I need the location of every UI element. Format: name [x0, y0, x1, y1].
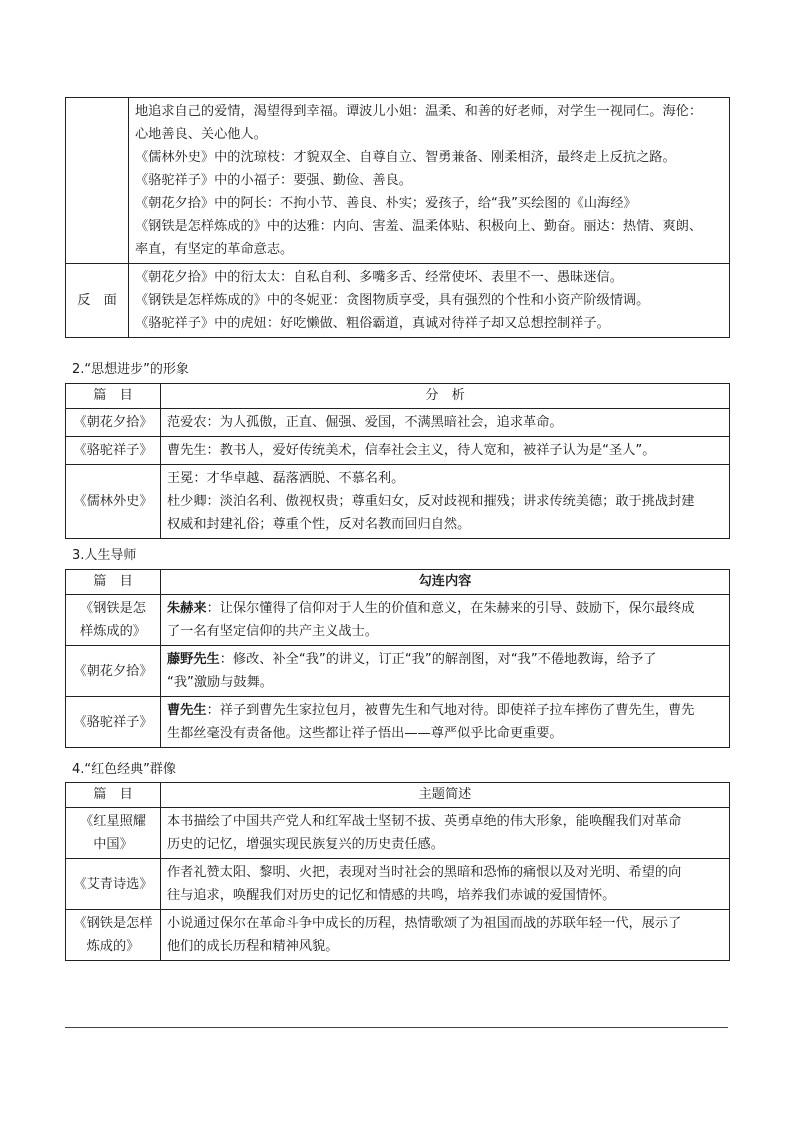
book-title-line: 《骆驼祥子》 — [73, 714, 153, 730]
table-row — [66, 859, 730, 910]
table-row — [66, 910, 730, 961]
book-title-line: 中国》 — [93, 837, 133, 852]
column-header: 篇 目 — [66, 783, 161, 808]
table-header-row — [66, 783, 730, 808]
text-line: 《骆驼祥子》中的小福子：要强、勤俭、善良。 — [135, 173, 412, 188]
text-line: 生都丝毫没有责备他。这些都让祥子悟出——尊严似乎比命更重要。 — [167, 726, 563, 741]
table-header-row — [66, 570, 730, 595]
column-header: 篇 目 — [66, 570, 161, 595]
text-line — [167, 597, 723, 620]
table-row — [66, 465, 730, 539]
row-head — [66, 98, 129, 264]
book-title-line: 《红星照耀 — [80, 814, 146, 829]
section-heading-3: 3.人生导师 — [72, 548, 137, 563]
text-line: 杜少卿：淡泊名利、傲视权贵；尊重妇女，反对歧视和摧残；讲求传统美德；敢于挑战封建 — [167, 494, 695, 509]
section-heading-4: 4.“红色经典”群像 — [72, 762, 176, 777]
text-line: 《朝花夕拾》中的衍太太：自私自利、多嘴多舌、经常使坏、表里不一、愚昧迷信。 — [135, 270, 623, 285]
text-line: 作者礼赞太阳、黎明、火把，表现对当时社会的黑暗和恐怖的痛恨以及对光明、希望的向 — [167, 865, 682, 880]
analysis-text — [161, 437, 730, 465]
column-header: 主题简述 — [161, 783, 730, 808]
book-title — [66, 910, 161, 961]
text-line: 曹先生：教书人，爱好传统美术，信奉社会主义，待人宽和，被祥子认为是“圣人”。 — [167, 443, 656, 458]
table-header-row — [66, 384, 730, 409]
section-heading-2: 2.“思想进步”的形象 — [72, 362, 189, 377]
text-line: 《儒林外史》中的沈琼枝：才貌双全、自尊自立、智勇兼备、刚柔相济，最终走上反抗之路。 — [135, 150, 676, 165]
text-segment: ：让保尔懂得了信仰对于人生的价值和意义，在朱赫来的引导、鼓励下，保尔最终成 — [206, 601, 695, 616]
row-content — [129, 98, 730, 264]
text-line: 他们的成长历程和精神风貌。 — [167, 939, 339, 954]
table-row — [66, 409, 730, 437]
theme-text — [161, 859, 730, 910]
mentor-name: 朱赫来 — [167, 601, 207, 616]
table-row — [66, 646, 730, 697]
mentor-name: 曹先生 — [167, 703, 207, 718]
book-title-line: 《艾青诗选》 — [73, 876, 153, 892]
analysis-text — [161, 409, 730, 437]
book-title-line: 《钢铁是怎样 — [73, 916, 153, 931]
row-head-negative: 反 面 — [66, 264, 129, 338]
content-text — [161, 595, 730, 646]
book-title: 《儒林外史》 — [66, 465, 161, 539]
content-text — [161, 646, 730, 697]
table-row — [66, 697, 730, 748]
book-title: 《朝花夕拾》 — [66, 409, 161, 437]
book-title-line: 《朝花夕拾》 — [73, 663, 153, 679]
table-row — [66, 264, 730, 338]
text-line: 《钢铁是怎样炼成的》中的达雅：内向、害羞、温柔体贴、积极向上、勤奋。丽达：热情、爽朗、 — [135, 219, 703, 234]
column-header: 勾连内容 — [161, 570, 730, 595]
text-line: 本书描绘了中国共产党人和红军战士坚韧不拔、英勇卓绝的伟大形象，能唤醒我们对革命 — [167, 814, 682, 829]
character-table-continued — [65, 97, 730, 338]
book-title-line: 样炼成的》 — [80, 624, 146, 639]
column-header: 分 析 — [161, 384, 730, 409]
mentor-name: 藤野先生 — [167, 652, 220, 667]
text-line: 率直，有坚定的革命意志。 — [135, 242, 294, 257]
text-line: 历史的记忆，增强实现民族复兴的历史责任感。 — [167, 837, 444, 852]
book-title — [66, 808, 161, 859]
text-line: 《朝花夕拾》中的阿长：不拘小节、善良、朴实；爱孩子，给“我”买绘图的《山海经》 — [135, 196, 637, 211]
progressive-figures-table — [65, 383, 730, 539]
book-title-line: 炼成的》 — [86, 939, 140, 954]
theme-text — [161, 808, 730, 859]
text-line: “我”激励与鼓舞。 — [167, 675, 273, 690]
table-row — [66, 437, 730, 465]
text-line: 了一名有坚定信仰的共产主义战士。 — [167, 624, 378, 639]
column-header: 篇 目 — [66, 384, 161, 409]
red-classics-table — [65, 782, 730, 961]
text-line: 往与追求，唤醒我们对历史的记忆和情感的共鸣，培养我们赤诚的爱国情怀。 — [167, 888, 616, 903]
book-title — [66, 859, 161, 910]
content-text — [161, 697, 730, 748]
book-title — [66, 595, 161, 646]
text-line: 心地善良、关心他人。 — [135, 127, 267, 142]
footer-divider — [65, 1027, 728, 1028]
text-line: 《骆驼祥子》中的虎妞：好吃懒做、粗俗霸道，真诚对待祥子却又总想控制祥子。 — [135, 316, 610, 331]
life-mentor-table — [65, 569, 730, 748]
text-line — [167, 648, 723, 671]
book-title: 《骆驼祥子》 — [66, 437, 161, 465]
theme-text — [161, 910, 730, 961]
book-title-line: 《钢铁是怎 — [80, 601, 146, 616]
text-line: 小说通过保尔在革命斗争中成长的历程，热情歌颂了为祖国而战的苏联年轻一代，展示了 — [167, 916, 682, 931]
text-line: 范爱农：为人孤傲，正直、倔强、爱国，不满黑暗社会，追求革命。 — [167, 415, 563, 430]
analysis-text — [161, 465, 730, 539]
text-line — [167, 699, 723, 722]
text-segment: ：修改、补全“我”的讲义，订正“我”的解剖图，对“我”不倦地教诲，给予了 — [219, 652, 657, 667]
text-line: 地追求自己的爱情，渴望得到幸福。谭波儿小姐：温柔、和善的好老师，对学生一视同仁。海伦： — [135, 104, 703, 119]
row-content — [129, 264, 730, 338]
text-line: 王冕：才华卓越、磊落洒脱、不慕名利。 — [167, 471, 405, 486]
text-segment: ：祥子到曹先生家拉包月，被曹先生和气地对待。即使祥子拉车摔伤了曹先生，曹先 — [206, 703, 695, 718]
table-row — [66, 595, 730, 646]
book-title — [66, 697, 161, 748]
text-line: 《钢铁是怎样炼成的》中的冬妮亚：贪图物质享受，具有强烈的个性和小资产阶级情调。 — [135, 293, 650, 308]
text-line: 权威和封建礼俗；尊重个性，反对名教而回归自然。 — [167, 517, 471, 532]
table-row — [66, 808, 730, 859]
book-title — [66, 646, 161, 697]
table-row — [66, 98, 730, 264]
